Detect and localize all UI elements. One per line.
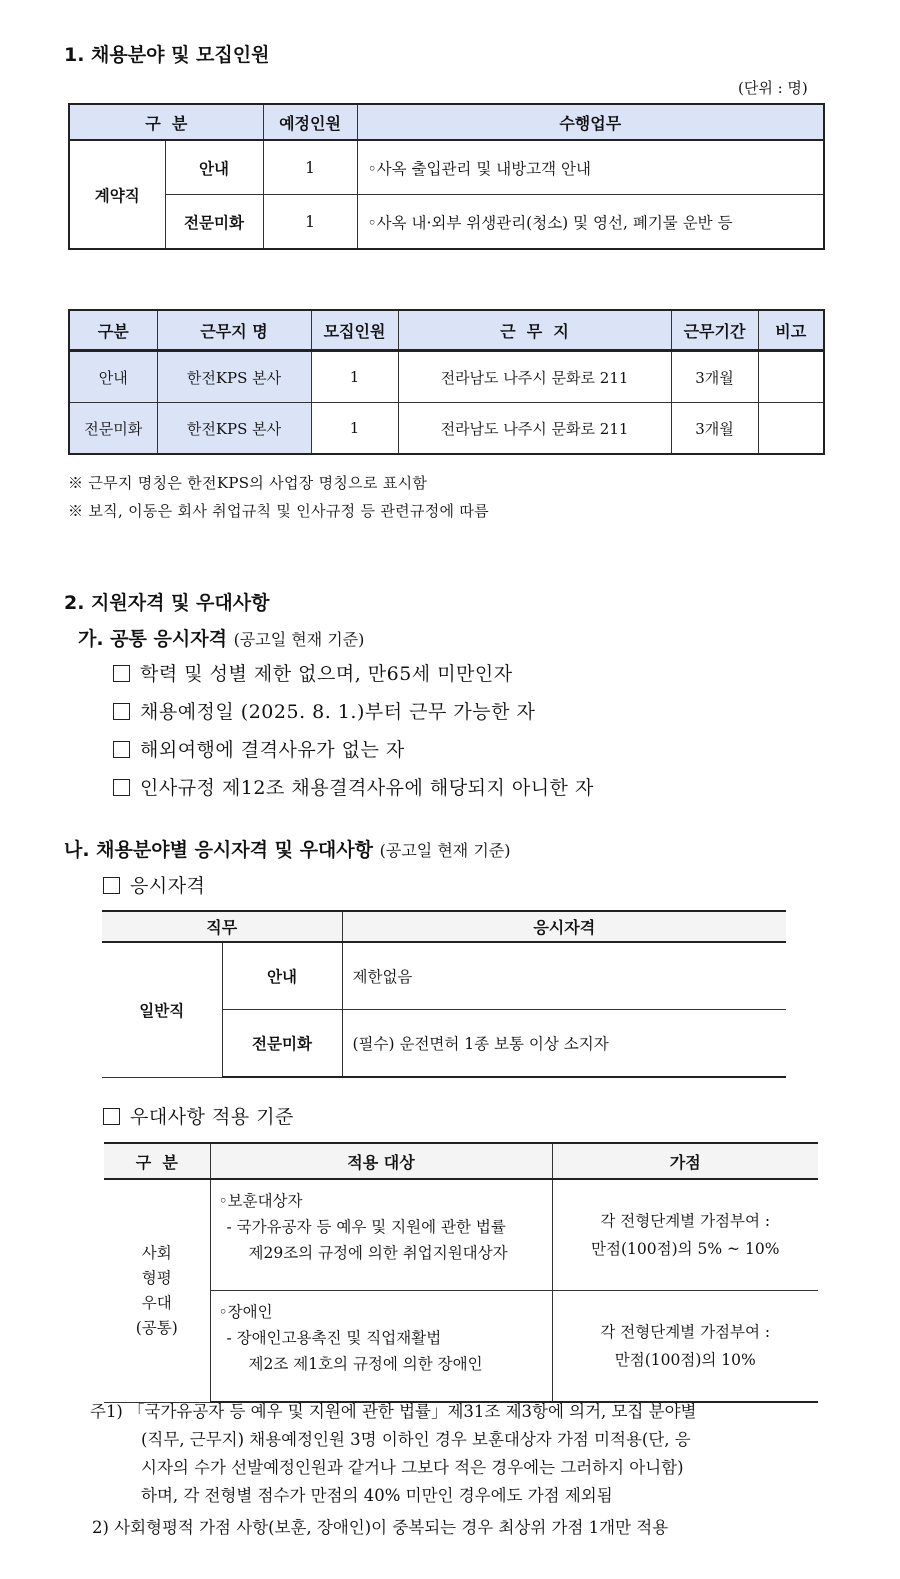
table-header-row: [69, 310, 824, 351]
checkbox-icon: [113, 703, 130, 720]
note-cell: [758, 351, 824, 403]
table-row: [102, 942, 786, 1010]
qualification-table: [102, 910, 786, 1078]
common-qual-heading: [78, 624, 364, 651]
points-cell: [552, 1291, 818, 1403]
checkbox-icon: [113, 779, 130, 796]
field-qual-heading: [64, 835, 510, 862]
field-qual-basis: (공고일 현재 기준): [379, 841, 511, 860]
common-qual-item-text: 인사규정 제12조 채용결격사유에 해당되지 아니한 자: [140, 777, 594, 799]
field-cell: 전문미화: [165, 195, 263, 250]
site-cell: 한전KPS 본사: [157, 351, 311, 403]
table-row: [69, 140, 824, 195]
checkbox-icon: [113, 741, 130, 758]
footnote-1-line: 「국가유공자 등 예우 및 지원에 관한 법률」제31조 제3항에 의거, 모집 분야별: [128, 1402, 697, 1421]
table-row: [104, 1291, 818, 1403]
footnote-1-line: (직무, 근무지) 채용예정인원 3명 이하인 경우 보훈대상자 가점 미적용(단, 응: [141, 1430, 691, 1449]
count-cell: 1: [263, 140, 357, 195]
table-row: [69, 351, 824, 403]
group-contract: 계약직: [69, 140, 165, 249]
header-period: 근무기간: [671, 310, 758, 351]
table-header-row: [102, 911, 786, 942]
points-line: 각 전형단계별 가점부여 :: [600, 1323, 771, 1341]
target-detail: - 장애인고용촉진 및 직업재활법: [226, 1329, 442, 1347]
group-social-equity: 사회 형평 우대 (공통): [104, 1179, 210, 1402]
field-cell: 안내: [165, 140, 263, 195]
table-header-row: [69, 104, 824, 140]
field-cell: 안내: [222, 942, 342, 1010]
header-points: 가점: [552, 1143, 818, 1179]
header-job: 직무: [102, 911, 342, 942]
recruitment-duty-table: [68, 103, 825, 250]
header-category: 구 분: [104, 1143, 210, 1179]
target-cell: [210, 1179, 552, 1291]
checkbox-icon: [113, 665, 130, 682]
header-target: 적용 대상: [210, 1143, 552, 1179]
target-title: ◦보훈대상자: [218, 1192, 303, 1210]
field-cell: 전문미화: [222, 1010, 342, 1078]
header-note: 비고: [758, 310, 824, 351]
checkbox-icon: [103, 1108, 120, 1125]
type-cell: 안내: [69, 351, 157, 403]
count-cell: 1: [311, 351, 398, 403]
header-address: 근 무 지: [398, 310, 671, 351]
common-qual-basis: (공고일 현재 기준): [233, 630, 365, 649]
header-category: 구 분: [69, 104, 263, 140]
common-qual-item-text: 학력 및 성별 제한 없으며, 만65세 미만인자: [140, 663, 513, 685]
address-cell: 전라남도 나주시 문화로 211: [398, 351, 671, 403]
duty-cell: ◦사옥 출입관리 및 내방고객 안내: [357, 140, 824, 195]
common-qual-item: [113, 773, 594, 800]
field-qual-title: 나. 채용분야별 응시자격 및 우대사항: [64, 839, 373, 861]
table-row: [69, 195, 824, 250]
count-cell: 1: [263, 195, 357, 250]
table-row: [104, 1179, 818, 1291]
qual-cell: 제한없음: [342, 942, 786, 1010]
header-count: 모집인원: [311, 310, 398, 351]
qual-cell: (필수) 운전면허 1종 보통 이상 소지자: [342, 1010, 786, 1078]
header-duty: 수행업무: [357, 104, 824, 140]
pref-label: [103, 1102, 294, 1129]
site-cell: 한전KPS 본사: [157, 403, 311, 455]
footnote-1-line: 하며, 각 전형별 점수가 만점의 40% 미만인 경우에도 가점 제외됨: [141, 1486, 613, 1505]
header-qualification: 응시자격: [342, 911, 786, 942]
qual-label: [103, 871, 205, 898]
checkbox-icon: [103, 877, 120, 894]
table-row: [69, 403, 824, 455]
points-line: 각 전형단계별 가점부여 :: [600, 1212, 771, 1230]
duty-cell: ◦사옥 내·외부 위생관리(청소) 및 영선, 폐기물 운반 등: [357, 195, 824, 250]
unit-label: (단위 : 명): [738, 79, 808, 97]
common-qual-item-text: 채용예정일 (2025. 8. 1.)부터 근무 가능한 자: [140, 701, 536, 723]
note-cell: [758, 403, 824, 455]
footnote-1-line: 시자의 수가 선발예정인원과 같거나 그보다 적은 경우에는 그러하지 아니함): [141, 1458, 684, 1477]
pref-label-text: 우대사항 적용 기준: [130, 1106, 294, 1128]
period-cell: 3개월: [671, 351, 758, 403]
count-cell: 1: [311, 403, 398, 455]
common-qual-item: [113, 697, 535, 724]
note-assignment: ※ 보직, 이동은 회사 취업규칙 및 인사규정 등 관련규정에 따름: [68, 502, 489, 520]
header-type: 구분: [69, 310, 157, 351]
section2-title: 2. 지원자격 및 우대사항: [64, 592, 270, 614]
group-general: 일반직: [102, 942, 222, 1077]
note-worksite-name: ※ 근무지 명칭은 한전KPS의 사업장 명칭으로 표시함: [68, 474, 428, 492]
common-qual-item-text: 해외여행에 결격사유가 없는 자: [140, 739, 405, 761]
section1-title: 1. 채용분야 및 모집인원: [64, 44, 270, 66]
qual-label-text: 응시자격: [130, 875, 206, 897]
header-planned-count: 예정인원: [263, 104, 357, 140]
worksite-table: [68, 309, 825, 455]
preference-table: [104, 1142, 818, 1403]
target-detail: 제29조의 규정에 의한 취업지원대상자: [248, 1244, 508, 1262]
target-cell: [210, 1291, 552, 1403]
points-line: 만점(100점)의 5% ~ 10%: [591, 1240, 780, 1258]
target-detail: - 국가유공자 등 예우 및 지원에 관한 법률: [226, 1218, 506, 1236]
target-title: ◦장애인: [218, 1303, 273, 1321]
period-cell: 3개월: [671, 403, 758, 455]
common-qual-item: [113, 659, 513, 686]
points-line: 만점(100점)의 10%: [614, 1351, 756, 1369]
footnote-1: [128, 1398, 833, 1510]
footnote-2: 2) 사회형평적 가점 사항(보훈, 장애인)이 중복되는 경우 최상위 가점 1개만 적용: [92, 1518, 669, 1537]
header-site-name: 근무지 명: [157, 310, 311, 351]
address-cell: 전라남도 나주시 문화로 211: [398, 403, 671, 455]
table-header-row: [104, 1143, 818, 1179]
target-detail: 제2조 제1호의 규정에 의한 장애인: [248, 1355, 483, 1373]
type-cell: 전문미화: [69, 403, 157, 455]
footnote-1-label: 주1): [90, 1402, 123, 1421]
common-qual-title: 가. 공통 응시자격: [78, 628, 227, 650]
points-cell: [552, 1179, 818, 1291]
common-qual-item: [113, 735, 405, 762]
